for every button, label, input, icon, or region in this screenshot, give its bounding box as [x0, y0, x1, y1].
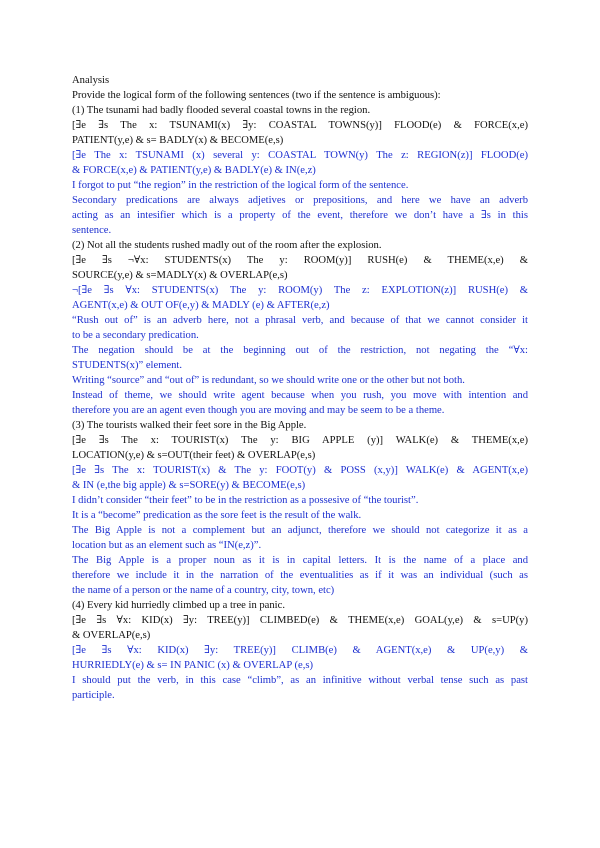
document-line: the name of a person or the name of a country, city, town, etc) — [72, 585, 335, 596]
document-line: HURRIEDLY(e) & s= IN PANIC (x) & OVERLAP (e,s) — [72, 660, 313, 671]
document-line: I forgot to put “the region” in the restriction of the logical form of the sentence. — [72, 180, 409, 191]
document-body — [72, 73, 528, 703]
document-line: PATIENT(y,e) & s= BADLY(x) & BECOME(e,s) — [72, 135, 284, 146]
document-line: “Rush out of” is an adverb here, not a phrasal verb, and because of that we cannot consider it — [72, 315, 528, 326]
document-line: (1) The tsunami had badly flooded several coastal towns in the region. — [72, 105, 371, 116]
document-line: Analysis — [72, 75, 110, 86]
document-line: & IN (e,the big apple) & s=SORE(y) & BECOME(e,s) — [72, 480, 306, 491]
document-line: Instead of theme, we should write agent because when you rush, you move with intention and — [72, 390, 528, 401]
document-line: AGENT(x,e) & OUT OF(e,y) & MADLY (e) & AFTER(e,z) — [72, 300, 330, 311]
document-line: I didn’t consider “their feet” to be in the restriction as a possesive of “the tourist”. — [72, 495, 419, 506]
document-line: SOURCE(y,e) & s=MADLY(x) & OVERLAP(e,s) — [72, 270, 288, 281]
document-line: Writing “source” and “out of” is redundant, so we should write one or the other but not both. — [72, 375, 465, 386]
document-line: [∃e ∃s The x: TSUNAMI(x) ∃y: COASTAL TOWNS(y)] FLOOD(e) & FORCE(x,e) — [72, 120, 528, 131]
document-line: [∃e ∃s ¬∀x: STUDENTS(x) The y: ROOM(y)] RUSH(e) & THEME(x,e) & — [72, 255, 528, 266]
document-line: sentence. — [72, 225, 112, 236]
document-line: location but as an element such as “IN(e,z)”. — [72, 540, 262, 551]
document-line: acting as an intesifier which is a property of the event, therefore we don’t have a ∃s in this — [72, 210, 528, 221]
document-line: [∃e ∃s The x: TOURIST(x) & The y: FOOT(y) & POSS (x,y)] WALK(e) & AGENT(x,e) — [72, 465, 528, 476]
document-line: & OVERLAP(e,s) — [72, 630, 151, 641]
document-line: (3) The tourists walked their feet sore in the Big Apple. — [72, 420, 307, 431]
document-line: therefore we include it in the narration of the eventualities as if it was an individual (such as — [72, 570, 528, 581]
document-line: LOCATION(y,e) & s=OUT(their feet) & OVERLAP(e,s) — [72, 450, 316, 461]
document-line: (2) Not all the students rushed madly out of the room after the explosion. — [72, 240, 382, 251]
document-line: [∃e The x: TSUNAMI (x) several y: COASTAL TOWN(y) The z: REGION(z)] FLOOD(e) — [72, 150, 528, 161]
document-line: ¬[∃e ∃s ∀x: STUDENTS(x) The y: ROOM(y) The z: EXPLOTION(z)] RUSH(e) & — [72, 285, 528, 296]
document-line: The Big Apple is not a complement but an adjunct, therefore we should not categorize it as a — [72, 525, 528, 536]
document-line: I should put the verb, in this case “climb”, as an infinitive without verbal tense such as past — [72, 675, 528, 686]
document-line: therefore you are an agent even though you are moving and may be seem to be a theme. — [72, 405, 445, 416]
document-line: [∃e ∃s ∀x: KID(x) ∃y: TREE(y)] CLIMBED(e) & THEME(x,e) GOAL(y,e) & s=UP(y) — [72, 615, 528, 626]
document-line: The Big Apple is a proper noun as it is in capital letters. It is the name of a place and — [72, 555, 528, 566]
document-line: [∃e ∃s The x: TOURIST(x) The y: BIG APPLE (y)] WALK(e) & THEME(x,e) — [72, 435, 528, 446]
document-line: It is a “become” predication as the sore feet is the result of the walk. — [72, 510, 362, 521]
document-line: to be a secondary predication. — [72, 330, 199, 341]
document-line: STUDENTS(x)” element. — [72, 360, 183, 371]
document-line: Secondary predications are always adjetives or prepositions, and here we have an adverb — [72, 195, 528, 206]
document-line: & FORCE(x,e) & PATIENT(y,e) & BADLY(e) & IN(e,z) — [72, 165, 316, 176]
document-line: participle. — [72, 690, 115, 701]
document-line: Provide the logical form of the following sentences (two if the sentence is ambiguous): — [72, 90, 441, 101]
document-line: [∃e ∃s ∀x: KID(x) ∃y: TREE(y)] CLIMB(e) & AGENT(x,e) & UP(e,y) & — [72, 645, 528, 656]
document-line: The negation should be at the beginning out of the restriction, not negating the “∀x: — [72, 345, 528, 356]
document-line: (4) Every kid hurriedly climbed up a tree in panic. — [72, 600, 285, 611]
